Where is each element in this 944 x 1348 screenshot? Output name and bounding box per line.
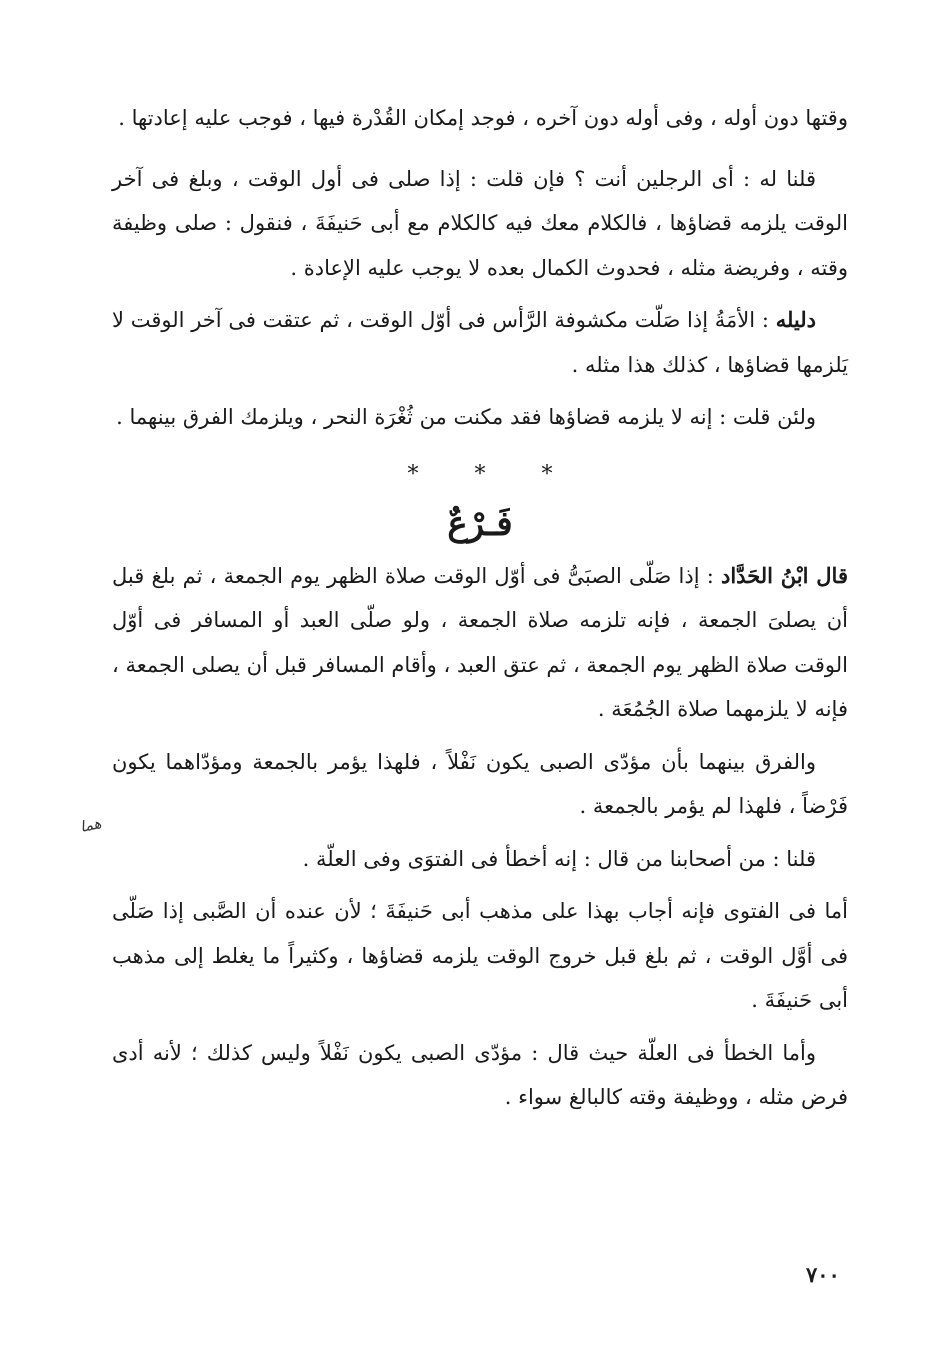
handwritten-margin-note: هما (78, 813, 103, 837)
section-ornament (112, 460, 848, 490)
paragraph-dalil-text: : الأمَةُ إذا صَلّت مكشوفة الرَّأس فى أوّل الوقت ، ثم عتقت فى آخر الوقت لا يَلزمها قضاؤها ، كذلك هذا مثله . (112, 308, 848, 377)
section-heading: فَـرْعٌ (447, 503, 513, 544)
page-body (112, 96, 848, 1120)
paragraph-khata-fi-illa: وأما الخطأ فى العلّة حيث قال : مؤدّى الصبى يكون نَفْلاً وليس كذلك ؛ لأنه أدى فرض مثله ، ووظيفة وقته كالبالغ سواء . (112, 1040, 848, 1109)
asterisk-icon: * (541, 461, 553, 487)
paragraph-qulna-min-ashabina: قلنا : من أصحابنا من قال : إنه أخطأ فى الفتوَى وفى العلّة . (302, 846, 816, 871)
paragraph-continuation: وقتها دون أوله ، وفى أوله دون آخره ، فوجد إمكان القُدْرة فيها ، فوجب عليه إعادتها . (118, 106, 848, 130)
paragraph-dalil (112, 298, 848, 387)
paragraph-ibn-al-haddad (112, 554, 848, 732)
paragraph-qulna-lahu: قلنا له : أى الرجلين أنت ؟ فإن قلت : إذا صلى فى أول الوقت ، وبلغ فى آخر الوقت يلزمه قضاؤها ، فالكلام معك فيه كالكلام مع أبى حَنيفَةَ ، فنقول : صلى وظيفة وقته ، وفريضة مثله ، فحدوث الكمال بعده لا يوجب عليه الإعادة . (112, 166, 848, 280)
paragraph-lain-qulta: ولئن قلت : إنه لا يلزمه قضاؤها فقد مكنت من ثُغْرَة النحر ، ويلزمك الفرق بينهما . (116, 405, 816, 429)
paragraph-al-farq: والفرق بينهما بأن مؤدّى الصبى يكون نَفْلاً ، فلهذا يؤمر بالجمعة ومؤدّاهما يكون فَرْضاً ، فلهذا لم يؤمر بالجمعة . (112, 749, 848, 818)
paragraph-dalil-lead: دليله (775, 307, 816, 332)
asterisk-icon: * (474, 461, 486, 487)
paragraph-ibn-al-haddad-text: : إذا صَلّى الصبَىُّ فى أوّل الوقت صلاة الظهر يوم الجمعة ، ثم بلغ قبل أن يصلىَ الجمعة ، فإنه تلزمه صلاة الجمعة ، ولو صلّى العبد أو المسافر فى أوّل الوقت صلاة الظهر يوم الجمعة ، ثم عتق العبد ، وأقام المسافر قبل أن يصلى الجمعة ، فإنه لا يلزمهما صلاة الجُمُعَة . (112, 563, 848, 721)
paragraph-fatwa: أما فى الفتوى فإنه أجاب بهذا على مذهب أبى حَنيفَةَ ؛ لأن عنده أن الصَّبى إذا صَلّى فى أوَّل الوقت ، ثم بلغ قبل خروج الوقت يلزمه قضاؤها ، وكثيراً ما يغلط إلى مذهب أبى حَنيفَةَ . (112, 899, 848, 1012)
page-number: ٧٠٠ (806, 1262, 840, 1287)
paragraph-ibn-al-haddad-lead: قال ابْنُ الحَدَّاد (720, 562, 848, 588)
asterisk-icon: * (407, 461, 419, 487)
